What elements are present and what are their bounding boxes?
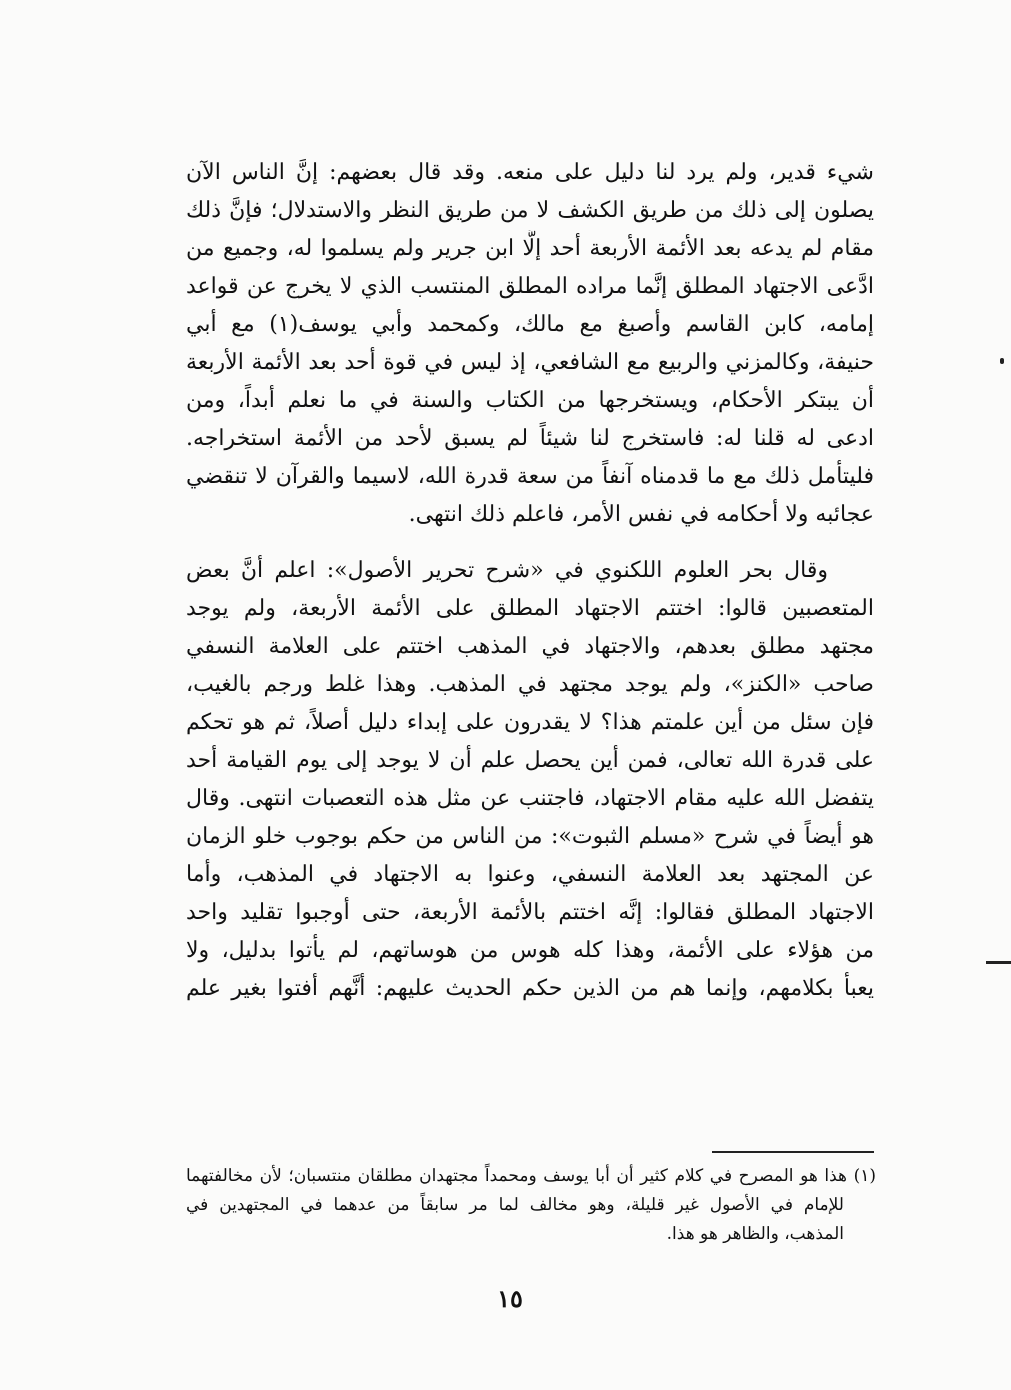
- text-line: حنيفة، وكالمزني والربيع مع الشافعي، إذ ليس في قوة أحد بعد الأئمة الأربعة: [186, 350, 874, 375]
- text-line: صاحب «الكنز»، ولم يوجد مجتهد في المذهب. وهذا غلط ورجم بالغيب،: [186, 672, 874, 697]
- main-text: [186, 154, 874, 1008]
- footnote-line: للإمام في الأصول غير قليلة، وهو مخالف لما مر سابقاً من عدهما في المجتهدين في: [186, 1195, 844, 1215]
- text-line: عجائبه ولا أحكامه في نفس الأمر، فاعلم ذلك انتهى.: [408, 502, 874, 527]
- scan-artifact: [1000, 358, 1004, 364]
- text-line: مقام لم يدعه بعد الأئمة الأربعة أحد إلَّا ابن جرير ولم يسلموا له، وجميع من: [186, 236, 874, 261]
- text-line: وقال بحر العلوم اللكنوي في «شرح تحرير الأصول»: اعلم أنَّ بعض: [186, 558, 828, 583]
- text-line: شيء قدير، ولم يرد لنا دليل على منعه. وقد قال بعضهم: إنَّ الناس الآن: [186, 160, 874, 185]
- text-line: أن يبتكر الأحكام، ويستخرجها من الكتاب والسنة في ما نعلم أبداً، ومن: [186, 388, 874, 413]
- page-number: ١٥: [497, 1284, 523, 1313]
- scan-artifact: [986, 961, 1011, 964]
- text-line: من هؤلاء على الأئمة، وهذا كله هوس من هوساتهم، لم يأتوا بدليل، ولا: [186, 938, 874, 963]
- text-line: عن المجتهد بعد العلامة النسفي، وعنوا به الاجتهاد في المذهب، وأما: [186, 862, 874, 887]
- text-line: فإن سئل من أين علمتم هذا؟ لا يقدرون على إبداء دليل أصلاً، ثم هو تحكم: [186, 710, 874, 735]
- text-line: الاجتهاد المطلق فقالوا: إنَّه اختتم بالأئمة الأربعة، حتى أوجبوا تقليد واحد: [186, 900, 874, 925]
- text-line: على قدرة الله تعالى، فمن أين يحصل علم أن لا يوجد إلى يوم القيامة أحد: [186, 748, 874, 773]
- footnote-line: (١) هذا هو المصرح في كلام كثير أن أبا يوسف ومحمداً مجتهدان مطلقان منتسبان؛ لأن مخالفتهما: [186, 1166, 876, 1186]
- footnote-separator: [712, 1151, 874, 1153]
- footnotes: [186, 1162, 876, 1249]
- text-line: مجتهد مطلق بعدهم، والاجتهاد في المذهب اختتم على العلامة النسفي: [186, 634, 874, 659]
- text-line: فليتأمل ذلك مع ما قدمناه آنفاً من سعة قدرة الله، لاسيما والقرآن لا تنقضي: [186, 464, 874, 489]
- text-line: إمامه، كابن القاسم وأصبغ مع مالك، وكمحمد وأبي يوسف(١) مع أبي: [186, 312, 874, 337]
- text-line: يصلون إلى ذلك من طريق الكشف لا من طريق النظر والاستدلال؛ فإنَّ ذلك: [186, 198, 874, 223]
- text-line: ادَّعى الاجتهاد المطلق إنَّما مراده المطلق المنتسب الذي لا يخرج عن قواعد: [186, 274, 874, 299]
- text-line: ادعى له قلنا له: فاستخرج لنا شيئاً لم يسبق لأحد من الأئمة استخراجه.: [186, 426, 874, 451]
- text-line: المتعصبين قالوا: اختتم الاجتهاد المطلق على الأئمة الأربعة، ولم يوجد: [186, 596, 874, 621]
- text-line: هو أيضاً في شرح «مسلم الثبوت»: من الناس من حكم بوجوب خلو الزمان: [186, 824, 874, 849]
- footnote-line: المذهب، والظاهر هو هذا.: [666, 1224, 844, 1244]
- text-line: يتفضل الله عليه مقام الاجتهاد، فاجتنب عن مثل هذه التعصبات انتهى. وقال: [186, 786, 874, 811]
- text-line: يعبأ بكلامهم، وإنما هم من الذين حكم الحديث عليهم: أنَّهم أفتوا بغير علم: [186, 976, 874, 1001]
- paragraph-gap: [186, 534, 874, 552]
